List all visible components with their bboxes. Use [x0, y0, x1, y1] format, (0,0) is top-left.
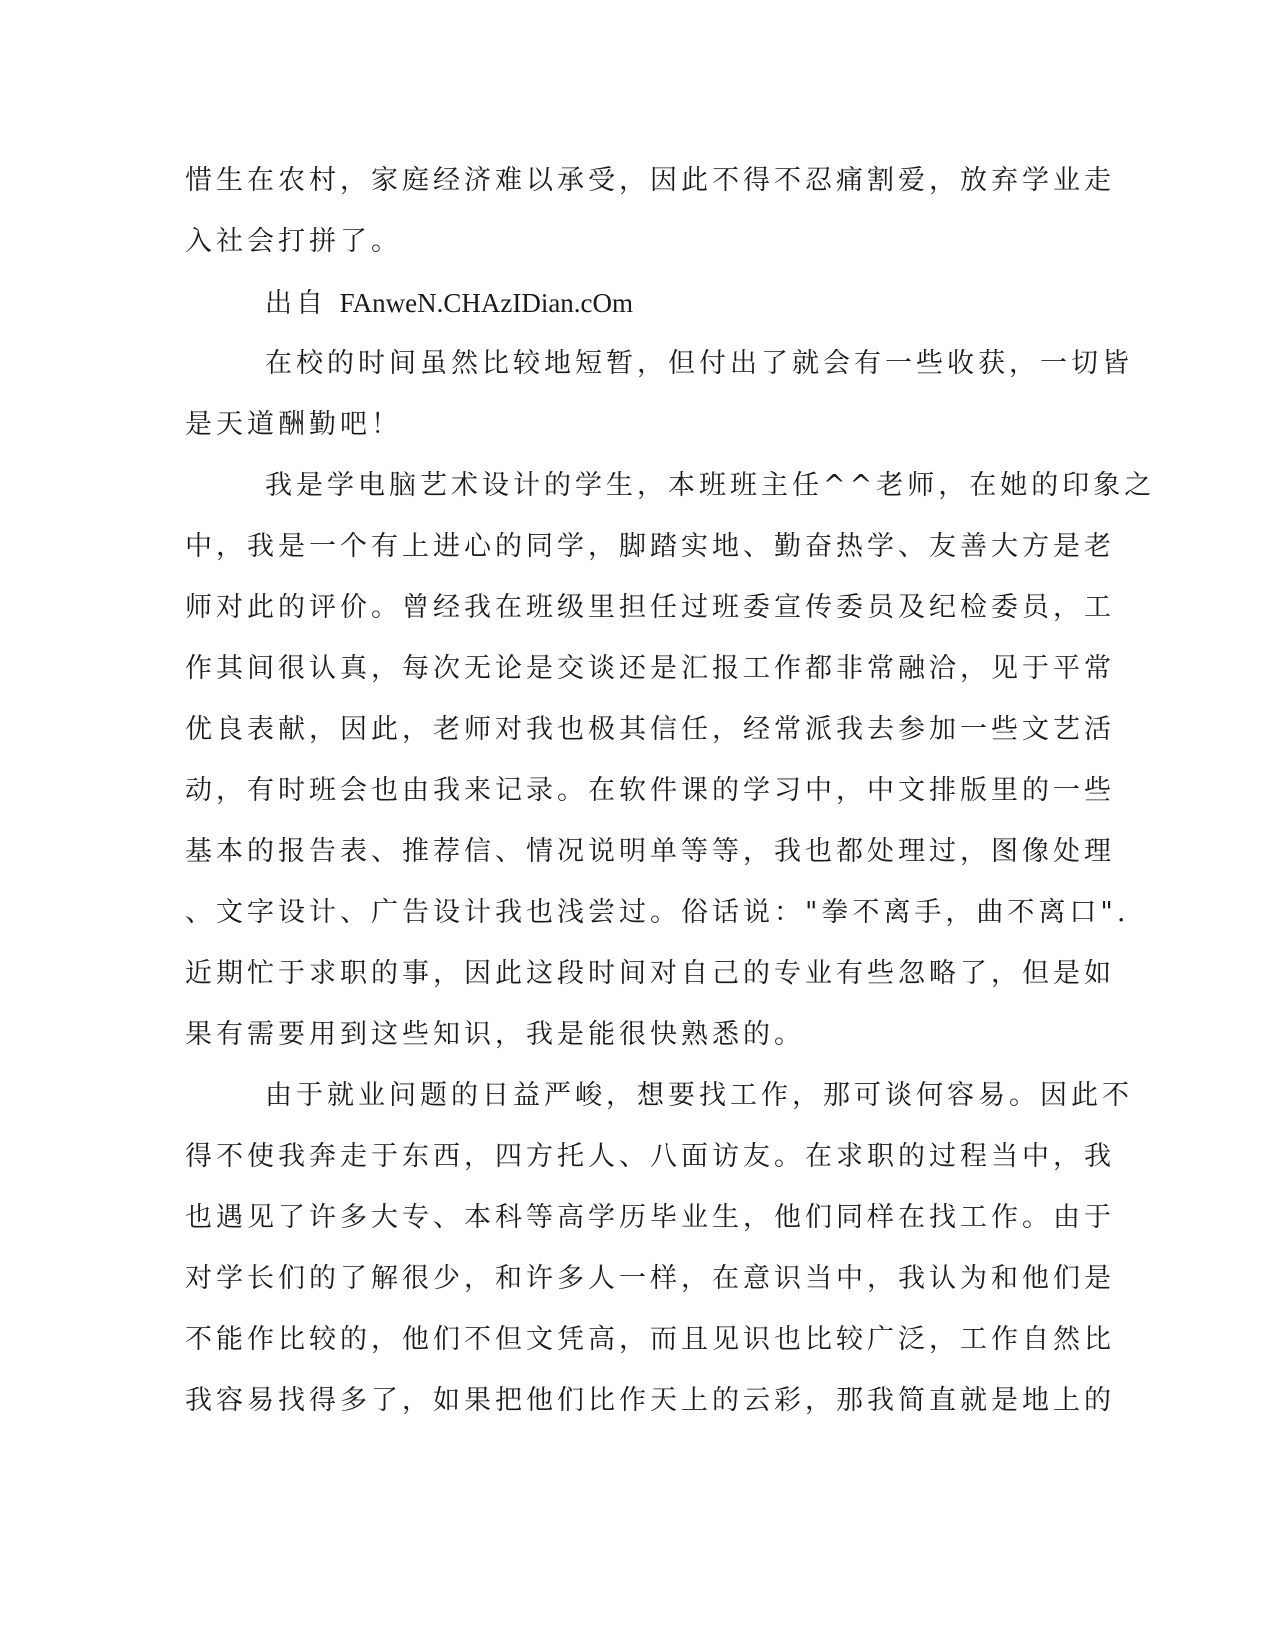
text-line: 入社会打拼了。	[185, 226, 402, 257]
paragraph-1	[185, 158, 1115, 280]
text-line: 中，我是一个有上进心的同学，脚踏实地、勤奋热学、友善大方是老	[185, 531, 1115, 562]
text-line: 由于就业问题的日益严峻，想要找工作，那可谈何容易。因此不	[265, 1080, 1133, 1111]
text-line: 在校的时间虽然比较地短暂，但付出了就会有一些收获，一切皆	[265, 348, 1133, 379]
paragraph-3	[185, 341, 1133, 463]
source-prefix: 出自	[265, 288, 340, 319]
paragraph-4	[185, 463, 1156, 1073]
text-line: 也遇见了许多大专、本科等高学历毕业生，他们同样在找工作。由于	[185, 1202, 1115, 1233]
text-line: 优良表献，因此，老师对我也极其信任，经常派我去参加一些文艺活	[185, 714, 1115, 745]
text-line: 我是学电脑艺术设计的学生，本班班主任^^老师，在她的印象之	[265, 470, 1156, 501]
source-line	[185, 280, 1065, 341]
text-line: 对学长们的了解很少，和许多人一样，在意识当中，我认为和他们是	[185, 1263, 1115, 1294]
text-line: 得不使我奔走于东西，四方托人、八面访友。在求职的过程当中，我	[185, 1141, 1115, 1172]
text-line: 惜生在农村，家庭经济难以承受，因此不得不忍痛割爱，放弃学业走	[185, 165, 1115, 196]
text-line: 果有需要用到这些知识，我是能很快熟悉的。	[185, 1019, 805, 1050]
text-line: 作其间很认真，每次无论是交谈还是汇报工作都非常融洽，见于平常	[185, 653, 1115, 684]
paragraph-5	[185, 1073, 1133, 1439]
document-body	[185, 158, 1156, 1439]
text-line: 动，有时班会也由我来记录。在软件课的学习中，中文排版里的一些	[185, 775, 1115, 806]
text-line: 师对此的评价。曾经我在班级里担任过班委宣传委员及纪检委员，工	[185, 592, 1115, 623]
text-line: 近期忙于求职的事，因此这段时间对自己的专业有些忽略了，但是如	[185, 958, 1115, 989]
text-line: 、文字设计、广告设计我也浅尝过。俗话说："拳不离手，曲不离口".	[185, 897, 1130, 928]
text-line: 基本的报告表、推荐信、情况说明单等等，我也都处理过，图像处理	[185, 836, 1115, 867]
source-url: FAnweN.CHAzIDian.cOm	[339, 288, 634, 318]
text-line: 是天道酬勤吧！	[185, 409, 402, 440]
text-line: 我容易找得多了，如果把他们比作天上的云彩，那我简直就是地上的	[185, 1385, 1115, 1416]
text-line: 不能作比较的，他们不但文凭高，而且见识也比较广泛，工作自然比	[185, 1324, 1115, 1355]
